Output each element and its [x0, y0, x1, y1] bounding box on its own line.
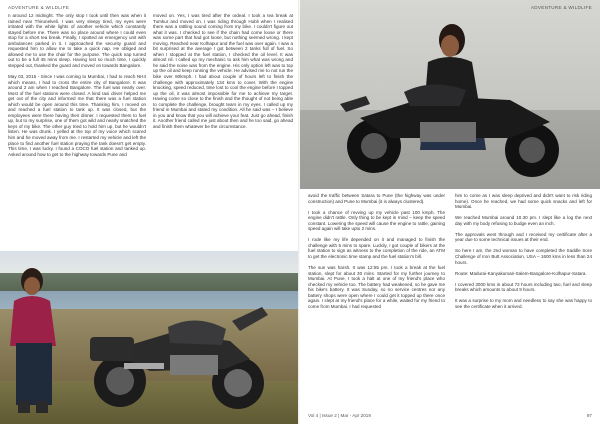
rider-illustration: [300, 0, 600, 189]
article-column-3: avoid the traffic between Satara to Pune (the highway was under construction) and Pune to Mumbai (it is always clustered). I took a chance of revving up my vehicle past 100 kmph. The engine didn't rattle. Only thing to be kept in mind – keep the speed constant. Lowering the speed will cause the engine to rattle, gaining speed again will take upto 2 mins. I rode like my life depended on it and managed to finish the challenge with 5 mins to spare. Luckily, I got couple of bikers at the fuel station to sign as witness to the completion of the ride, an ATM to get the electronic time stamp and the fuel station's bill. The sun was harsh. It was 12:55 pm. I took a break at the fuel station, slept for about 30 mins. Started for my further journey to Mumbai. At Pune, I took a halt at one of my friend's place who checked my vehicle too. The battery had weakened, so he gave me his bike's battery. It was Sunday, so no service centres nor any battery shops were open where I could get it topped up there once again. I slept at my friend's place for a while, waited for my friend to come from Mumbai. I had requested: [308, 193, 445, 309]
right-page: [300, 0, 600, 424]
section-header: ADVENTURE & WILDLIFE: [8, 5, 70, 10]
article-column-4: him to come as I was sleep deprived and didn't want to risk riding home). Once he reached, we had some quick snacks and left for Mumbai. We reached Mumbai around 10.30 pm. I slept like a log the next day with my body refusing to budge even an inch. The approvals went through and I received my certificate after a year due to some technical issues at their end. So here I am, the 2nd woman to have completed the Saddle Sore Challenge of Iron Butt Association, USA – 1600 kms in less than 24 hours. Route: Madurai-Kanyakumari-Salem-Bangalore-Kolhapur-Satara. I covered 3000 kms in about 72 hours including two, fuel and sleep breaks which amounts to about 9 hours. It was a surprise to my mom and needless to say she was happy to see the certificate when it arrived.: [455, 193, 592, 309]
section-header-right: ADVENTURE & WILDLIFE: [530, 5, 592, 10]
issue-info: Vol 4 | Issue 2 | Mar - Apr 2019: [308, 413, 371, 418]
motorcycle-illustration: [0, 251, 300, 424]
article-column-2: moved on. Yes, I was tired after the ordeal. I took a tea break at Tumkur and moved on. I was riding through Hubli when I realised there was a rattling sound coming from my bike. I couldn't figure out what it was. I checked to see if the chain had come loose or there was some part that had got loose, but nothing seemed wrong. I kept moving. Reached near Kolhapur and the fuel was over again. I was a bit surprised at the average I got between 2 tanks full of fuel. So when I stopped at the fuel station, I checked the oil level. It was almost nil. I called up my mechanic to ask him what was wrong and he said the noise was from the engine. His only option left was to top up the oil and keep running the vehicle. He advised me to not run the bike over 80kmph. I had about couple of hours left to finish the challenge with approximately 134 kms to cover. With the engine knocking, speed reduced, time lost to cool the engine before I topped up the oil, it was almost impossible for me to achieve my target. Having come so close to the finish and the thought of not being able to complete the challenge, brought tears in my eyes. I called up my friend in Mumbai and stated my condition. All he said was – I believe in you and know that you will achieve your feat. Just go ahead, finish it. Another friend called me just about then and he too said, go ahead and finish them whatever be the circumstance.: [153, 13, 293, 129]
page-number-right: 97: [586, 413, 592, 418]
article-column-1: n around 12 midnight. The only stop I took until then was when it rained near Thirunelveli. I was very sleepy tired, my eyes were irritated with the white lights of another vehicle which constantly stayed before me. There was no place around where I could even stop for a short tea break. Finally, I spotted an emergency unit with ambulances parked in it. I approached the security guard and requested him to allow me to take a quick nap. He obliged and allowed me to use the chair for the purpose. The quick nap turned out to be a full 45 mins sleep. Having lost so much time, I quickly stepped out, thanked the guard and moved on towards Bangalore. May 03, 2015 - Since I was coming to Mumbai, I had to reach NH4 which means, I had to cross the entire city of Bangalore. It was around 2 am when I reached Bangalore. The fuel was nearly over. Most of the fuel stations were closed. A kind taxi driver helped me get out of the city and informed me that there was a fuel station which would be open around this time. Thanking him, I moved on and reached a fuel station to tank up. It was closed, but the employees were there having their dinner. I requested them to fuel up, but to my surprise, one of them got wild and nearly snatched the keys of my bike. The other guy tried to hold him up, but he wouldn't listen. He was drunk. I yelled at the top of my voice which scared him and he moved away from me. I restarted my vehicle and left the place to find another fuel station praying the tank doesn't get empty. This time, I was lucky. I found a COCO fuel station and tanked up. Asked around how to get to the highway towards Pune and: [8, 13, 146, 157]
rider-with-motorcycle-photo: [0, 251, 300, 424]
rider-on-motorcycle-photo: [300, 0, 600, 189]
